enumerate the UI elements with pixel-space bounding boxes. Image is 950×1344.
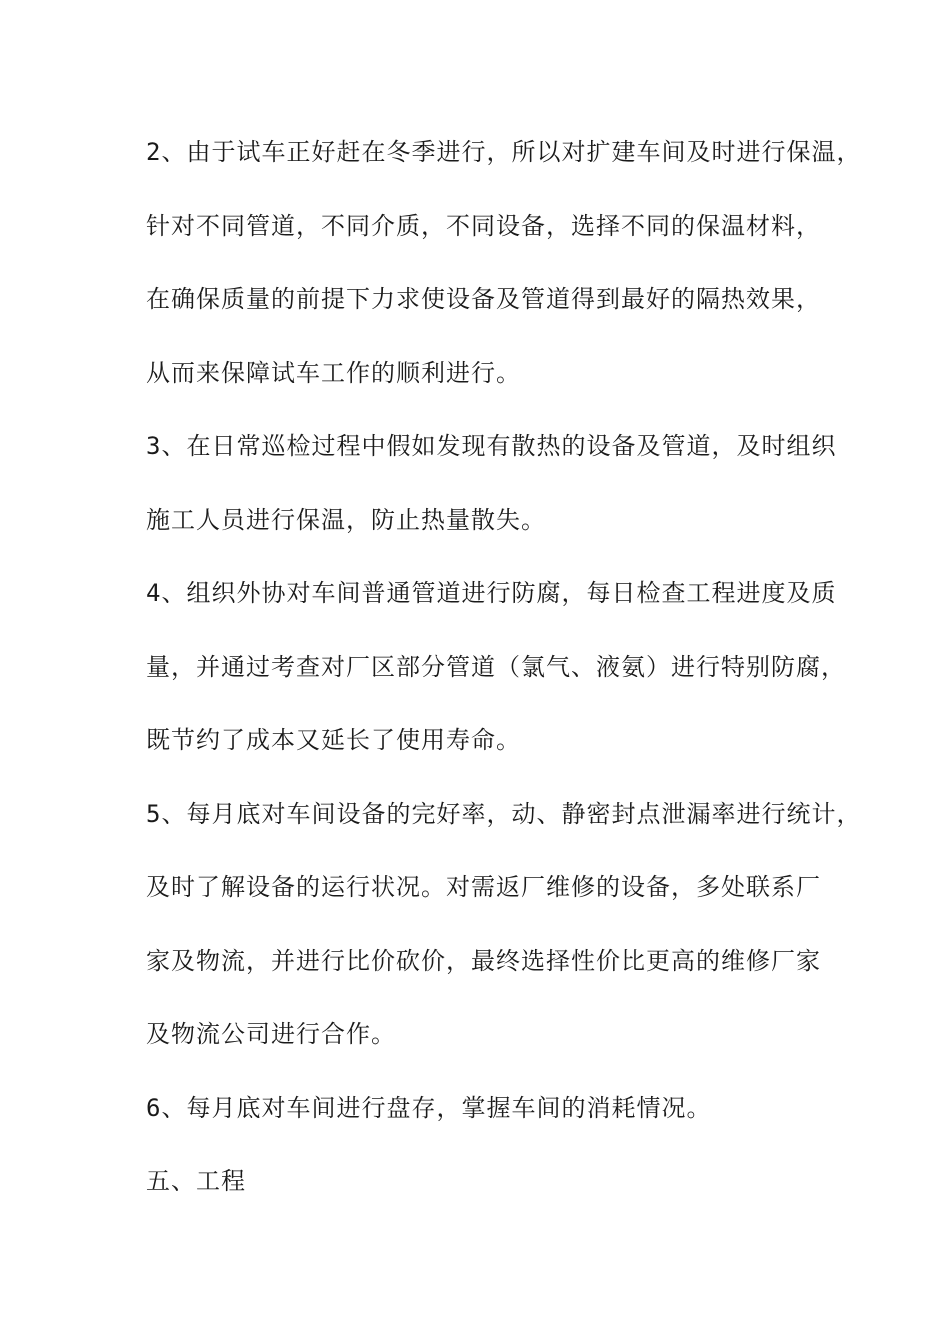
paragraph-3-line-2: 施工人员进行保温，防止热量散失。 (146, 505, 546, 534)
section-heading-engineering: 五、工程 (146, 1167, 246, 1195)
paragraph-5-line-1: 5、每月底对车间设备的完好率，动、静密封点泄漏率进行统计， (146, 799, 862, 828)
paragraph-2-line-2: 针对不同管道，不同介质，不同设备，选择不同的保温材料， (146, 211, 821, 240)
paragraph-6-line-1: 6、每月底对车间进行盘存，掌握车间的消耗情况。 (146, 1093, 712, 1122)
paragraph-5-line-2: 及时了解设备的运行状况。对需返厂维修的设备，多处联系厂 (146, 873, 821, 901)
paragraph-4-line-3: 既节约了成本又延长了使用寿命。 (146, 726, 521, 754)
paragraph-2-line-3: 在确保质量的前提下力求使设备及管道得到最好的隔热效果， (146, 285, 821, 313)
paragraph-4-line-1: 4、组织外协对车间普通管道进行防腐，每日检查工程进度及质 (146, 579, 837, 607)
paragraph-2-line-4: 从而来保障试车工作的顺利进行。 (146, 358, 521, 387)
paragraph-3-line-1: 3、在日常巡检过程中假如发现有散热的设备及管道，及时组织 (146, 432, 837, 460)
paragraph-5-line-4: 及物流公司进行合作。 (146, 1020, 396, 1048)
paragraph-4-line-2: 量，并通过考查对厂区部分管道（氯气、液氨）进行特别防腐， (146, 652, 846, 681)
paragraph-5-line-3: 家及物流，并进行比价砍价，最终选择性价比更高的维修厂家 (146, 946, 821, 975)
document-body (146, 126, 862, 1229)
paragraph-2-line-1: 2、由于试车正好赶在冬季进行，所以对扩建车间及时进行保温， (146, 138, 862, 166)
